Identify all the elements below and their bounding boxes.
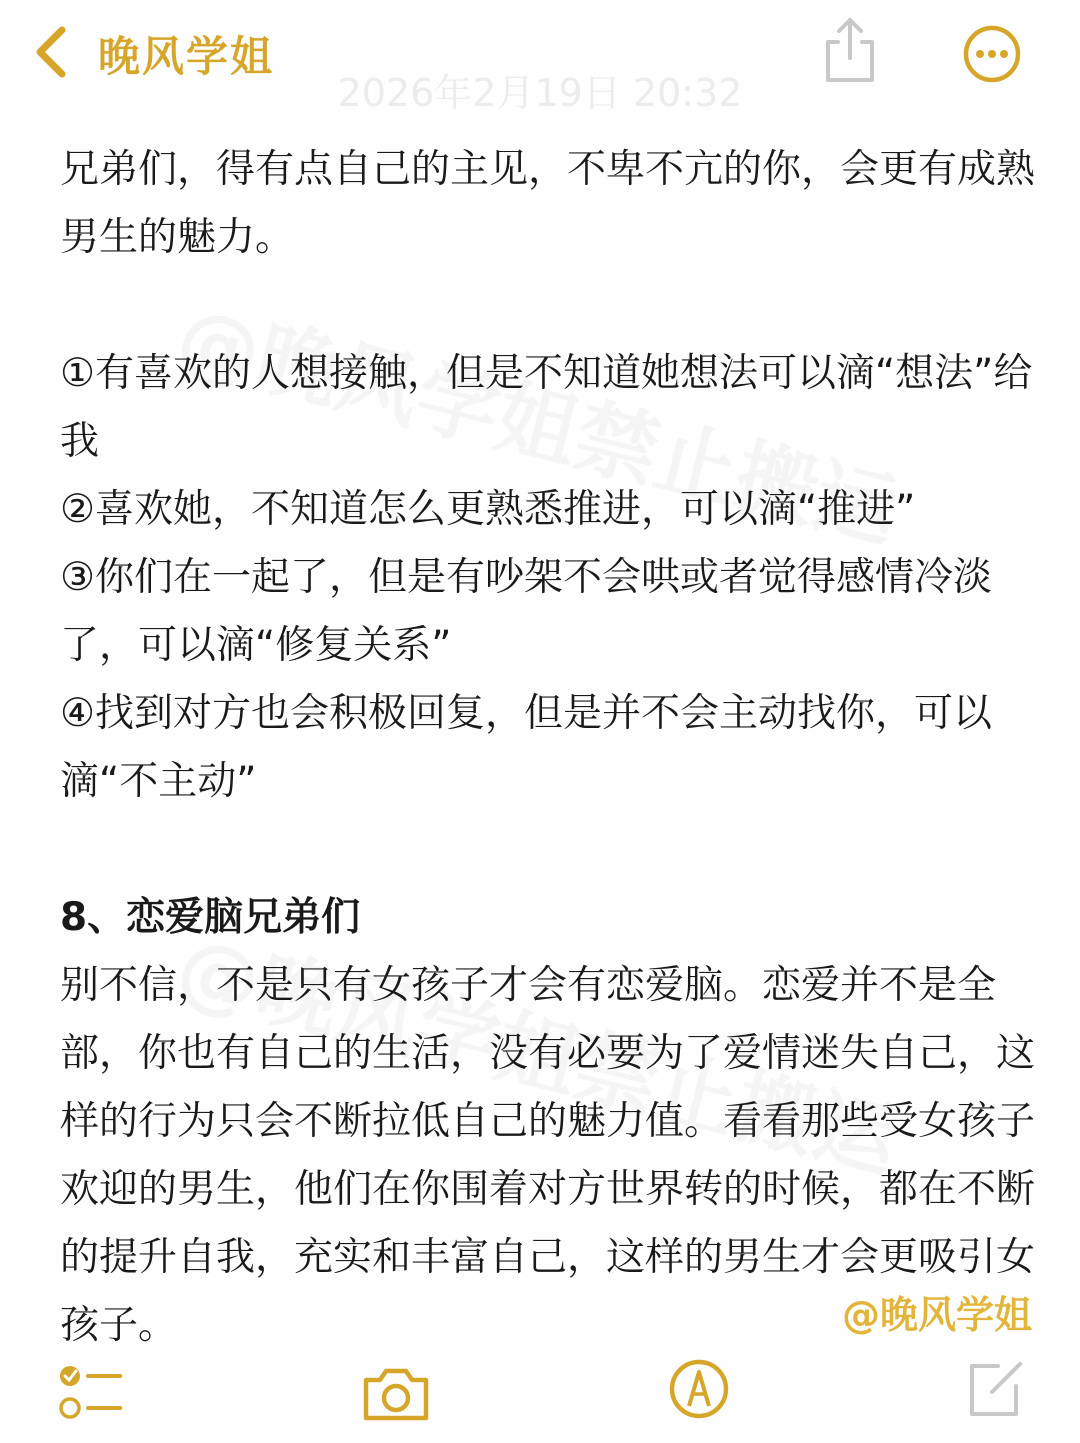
markup-button[interactable] — [668, 1358, 730, 1428]
section-paragraph: 别不信，不是只有女孩子才会有恋爱脑。恋爱并不是全部，你也有自己的生活，没有必要为了爱情迷失自己，这样的行为只会不断拉低自己的魅力值。看看那些受女孩子欢迎的男生，他们在你围着对方世界转的时候，都在不断的提升自我，充实和丰富自己，这样的男生才会更吸引女孩子。 — [60, 963, 1036, 1348]
more-circle-icon — [962, 24, 1022, 84]
checklist-icon — [56, 1358, 126, 1428]
note-body[interactable] — [60, 136, 1040, 1360]
list-item: ①有喜欢的人想接触，但是不知道她想法可以滴“想法”给我 — [60, 351, 1033, 464]
bottom-toolbar — [0, 1350, 1080, 1443]
navigation-bar — [0, 0, 1080, 115]
note-date: 2026年2月19日 20:32 — [337, 71, 743, 115]
camera-button[interactable] — [360, 1358, 432, 1428]
back-title[interactable]: 晚风学姐 — [98, 32, 275, 81]
section-heading: 8、恋爱脑兄弟们 — [60, 895, 361, 940]
list-item: ②喜欢她，不知道怎么更熟悉推进，可以滴“推进” — [60, 487, 916, 532]
compose-icon — [966, 1358, 1026, 1420]
list-item: ④找到对方也会积极回复，但是并不会主动找你，可以滴“不主动” — [60, 691, 992, 804]
markup-pen-icon — [668, 1358, 730, 1420]
compose-button[interactable] — [966, 1358, 1026, 1428]
author-handle: @晚风学姐 — [842, 1293, 1033, 1337]
checklist-button[interactable] — [56, 1358, 126, 1428]
share-button[interactable] — [820, 16, 880, 86]
intro-paragraph: 兄弟们，得有点自己的主见，不卑不亢的你，会更有成熟男生的魅力。 — [60, 147, 1036, 260]
camera-icon — [360, 1358, 432, 1428]
share-icon — [820, 16, 880, 86]
more-button[interactable] — [962, 24, 1022, 84]
list-item: ③你们在一起了，但是有吵架不会哄或者觉得感情冷淡了，可以滴“修复关系” — [60, 555, 992, 668]
